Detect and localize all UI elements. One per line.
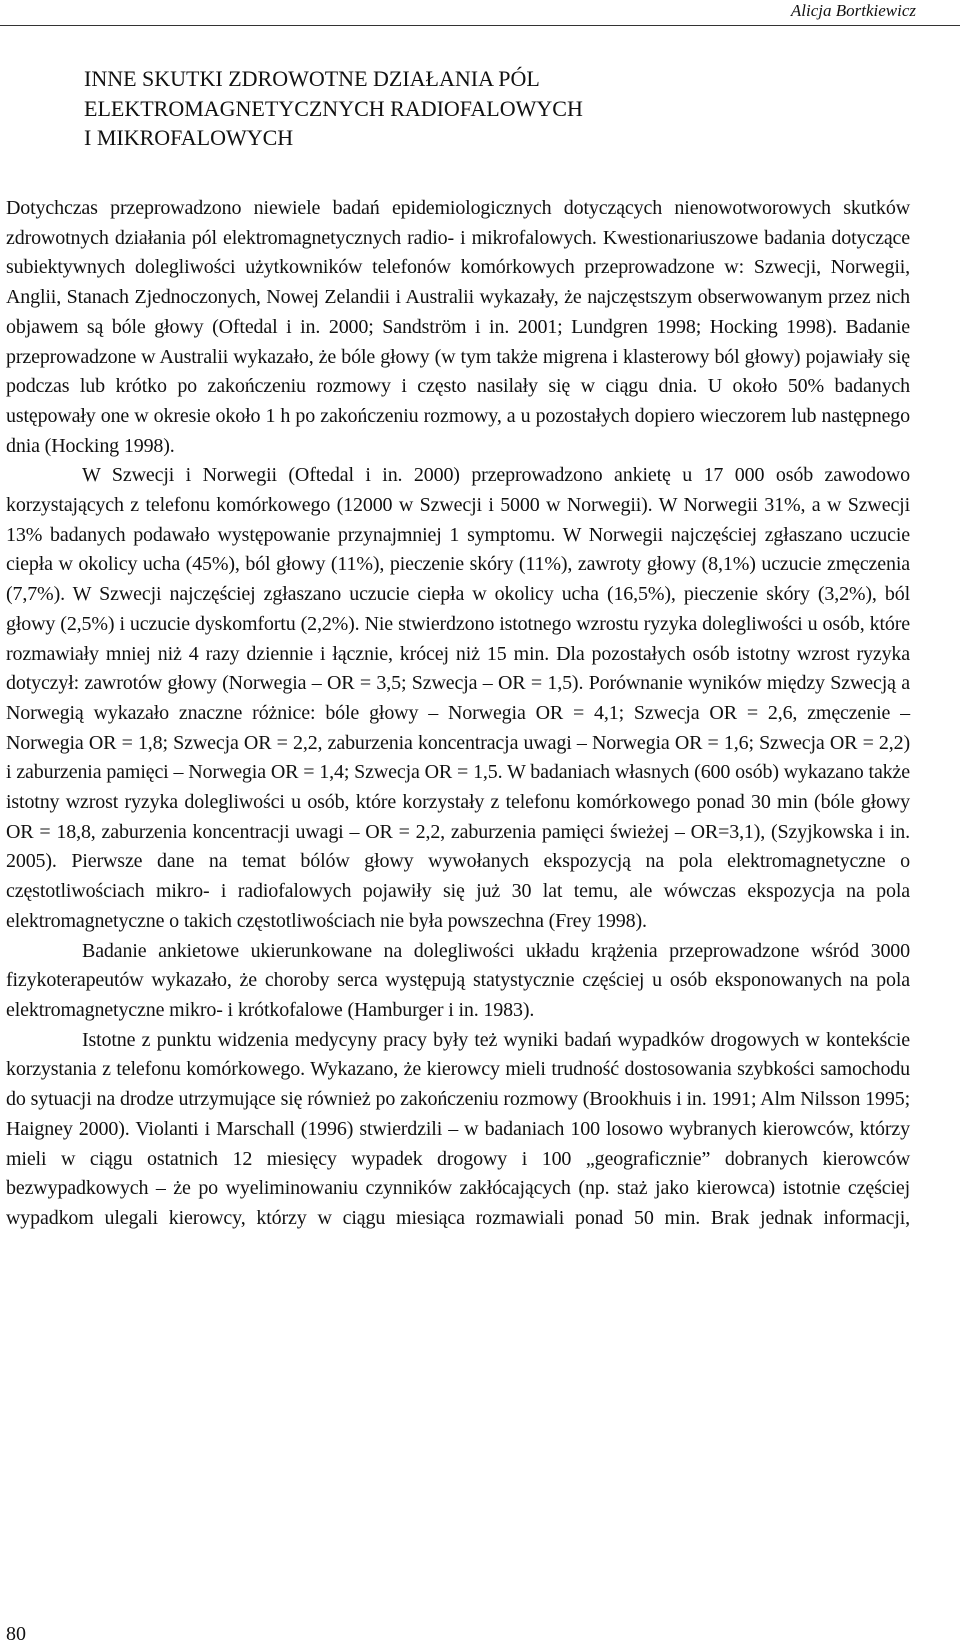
section-title-line: ELEKTROMAGNETYCZNYCH RADIOFALOWYCH	[84, 95, 583, 121]
running-head: Alicja Bortkiewicz	[790, 1, 916, 20]
section-title-line: I MIKROFALOWYCH	[84, 125, 294, 150]
section-title	[84, 64, 904, 153]
paragraph: Istotne z punktu widzenia medycyny pracy były też wyniki badań wypadków drogowych w kontekście korzystania z telefonu komórkowego. Wykazano, że kierowcy mieli trudność dostosowania szybkości samochodu do sytuacji na drodze utrzymujące się również po zakończeniu rozmowy (Brookhuis i in. 1991; Alm Nilsson 1995; Haigney 2000). Violanti i Marschall (1996) stwierdzili – w badaniach 100 losowo wybranych kierowców, którzy mieli w ciągu ostatnich 12 miesięcy wypadek drogowy i 100 „geograficznie” dobranych kierowców bezwypadkowych – że po wyeliminowaniu czynników zakłócających (np. staż jako kierowca) istotnie częściej wypadkom ulegali kierowcy, którzy w ciągu miesiąca rozmawiali ponad 50 min. Brak jednak informacji,	[6, 1028, 910, 1229]
page-number: 80	[6, 1623, 26, 1645]
paragraph: W Szwecji i Norwegii (Oftedal i in. 2000) przeprowadzono ankietę u 17 000 osób zawodowo korzystających z telefonu komórkowego (12000 w Szwecji i 5000 w Norwegii). W Norwegii 31%, a w Szwecji 13% badanych podawało występowanie przynajmniej 1 symptomu. W Norwegii najczęściej zgłaszano uczucie ciepła w okolicy ucha (45%), ból głowy (11%), pieczenie skóry (11%), zawroty głowy (8,1%) uczucie zmęczenia (7,7%). W Szwecji najczęściej zgłaszano uczucie ciepła w okolicy ucha (16,5%), pieczenie skóry (3,2%), ból głowy (2,5%) i uczucie dyskomfortu (2,2%). Nie stwierdzono istotnego wzrostu ryzyka dolegliwości u osób, które rozmawiały mniej niż 4 razy dziennie i łącznie, krócej niż 15 min. Dla pozostałych osób istotny wzrost ryzyka dotyczył: zawrotów głowy (Norwegia – OR = 3,5; Szwecja – OR = 1,5). Porównanie wyników między Szwecją a Norwegią wykazało znaczne różnice: bóle głowy – Norwegia OR = 4,1; Szwecja OR = 2,6, zmęczenie – Norwegia OR = 1,8; Szwecja OR = 2,2, zaburzenia koncentracja uwagi – Norwegia OR = 1,6; Szwecja OR = 2,2) i zaburzenia pamięci – Norwegia OR = 1,4; Szwecja OR = 1,5. W badaniach własnych (600 osób) wykazano także istotny wzrost ryzyka dolegliwości u osób, które korzystały z telefonu komórkowego ponad 30 min (bóle głowy OR = 18,8, zaburzenia koncentracji uwagi – OR = 2,2, zaburzenia pamięci świeżej – OR=3,1), (Szyjkowska i in. 2005). Pierwsze dane na temat bólów głowy wywołanych ekspozycją na pola elektromagnetyczne o częstotliwościach mikro- i radiofalowych pojawiły się już 30 lat temu, ale wówczas ekspozycja na pola elektromagnetyczne o takich częstotliwościach nie była powszechna (Frey 1998).	[6, 464, 910, 932]
article-body	[6, 194, 910, 1234]
paragraph: Badanie ankietowe ukierunkowane na dolegliwości układu krążenia przeprowadzone wśród 3000 fizykoterapeutów wykazało, że choroby serca występują statystycznie częściej u osób eksponowanych na pola elektromagnetyczne mikro- i krótkofalowe (Hamburger i in. 1983).	[6, 939, 910, 1021]
paragraph: Dotychczas przeprowadzono niewiele badań epidemiologicznych dotyczących nienowotworowych skutków zdrowotnych działania pól elektromagnetycznych radio- i mikrofalowych. Kwestionariuszowe badania dotyczące subiektywnych dolegliwości użytkowników telefonów komórkowych przeprowadzone w: Szwecji, Norwegii, Anglii, Stanach Zjednoczonych, Nowej Zelandii i Australii wykazały, że najczęstszym obserwowanym przez nich objawem są bóle głowy (Oftedal i in. 2000; Sandström i in. 2001; Lundgren 1998; Hocking 1998). Badanie przeprowadzone w Australii wykazało, że bóle głowy (w tym także migrena i klasterowy ból głowy) pojawiały się podczas lub krótko po zakończeniu rozmowy i często nasilały się w ciągu dnia. U około 50% badanych ustępowały one w okresie około 1 h po zakończeniu rozmowy, a u pozostałych dopiero wieczorem lub następnego dnia (Hocking 1998).	[6, 197, 910, 457]
section-title-line: INNE SKUTKI ZDROWOTNE DZIAŁANIA PÓL	[84, 66, 540, 91]
header-rule	[0, 25, 960, 26]
